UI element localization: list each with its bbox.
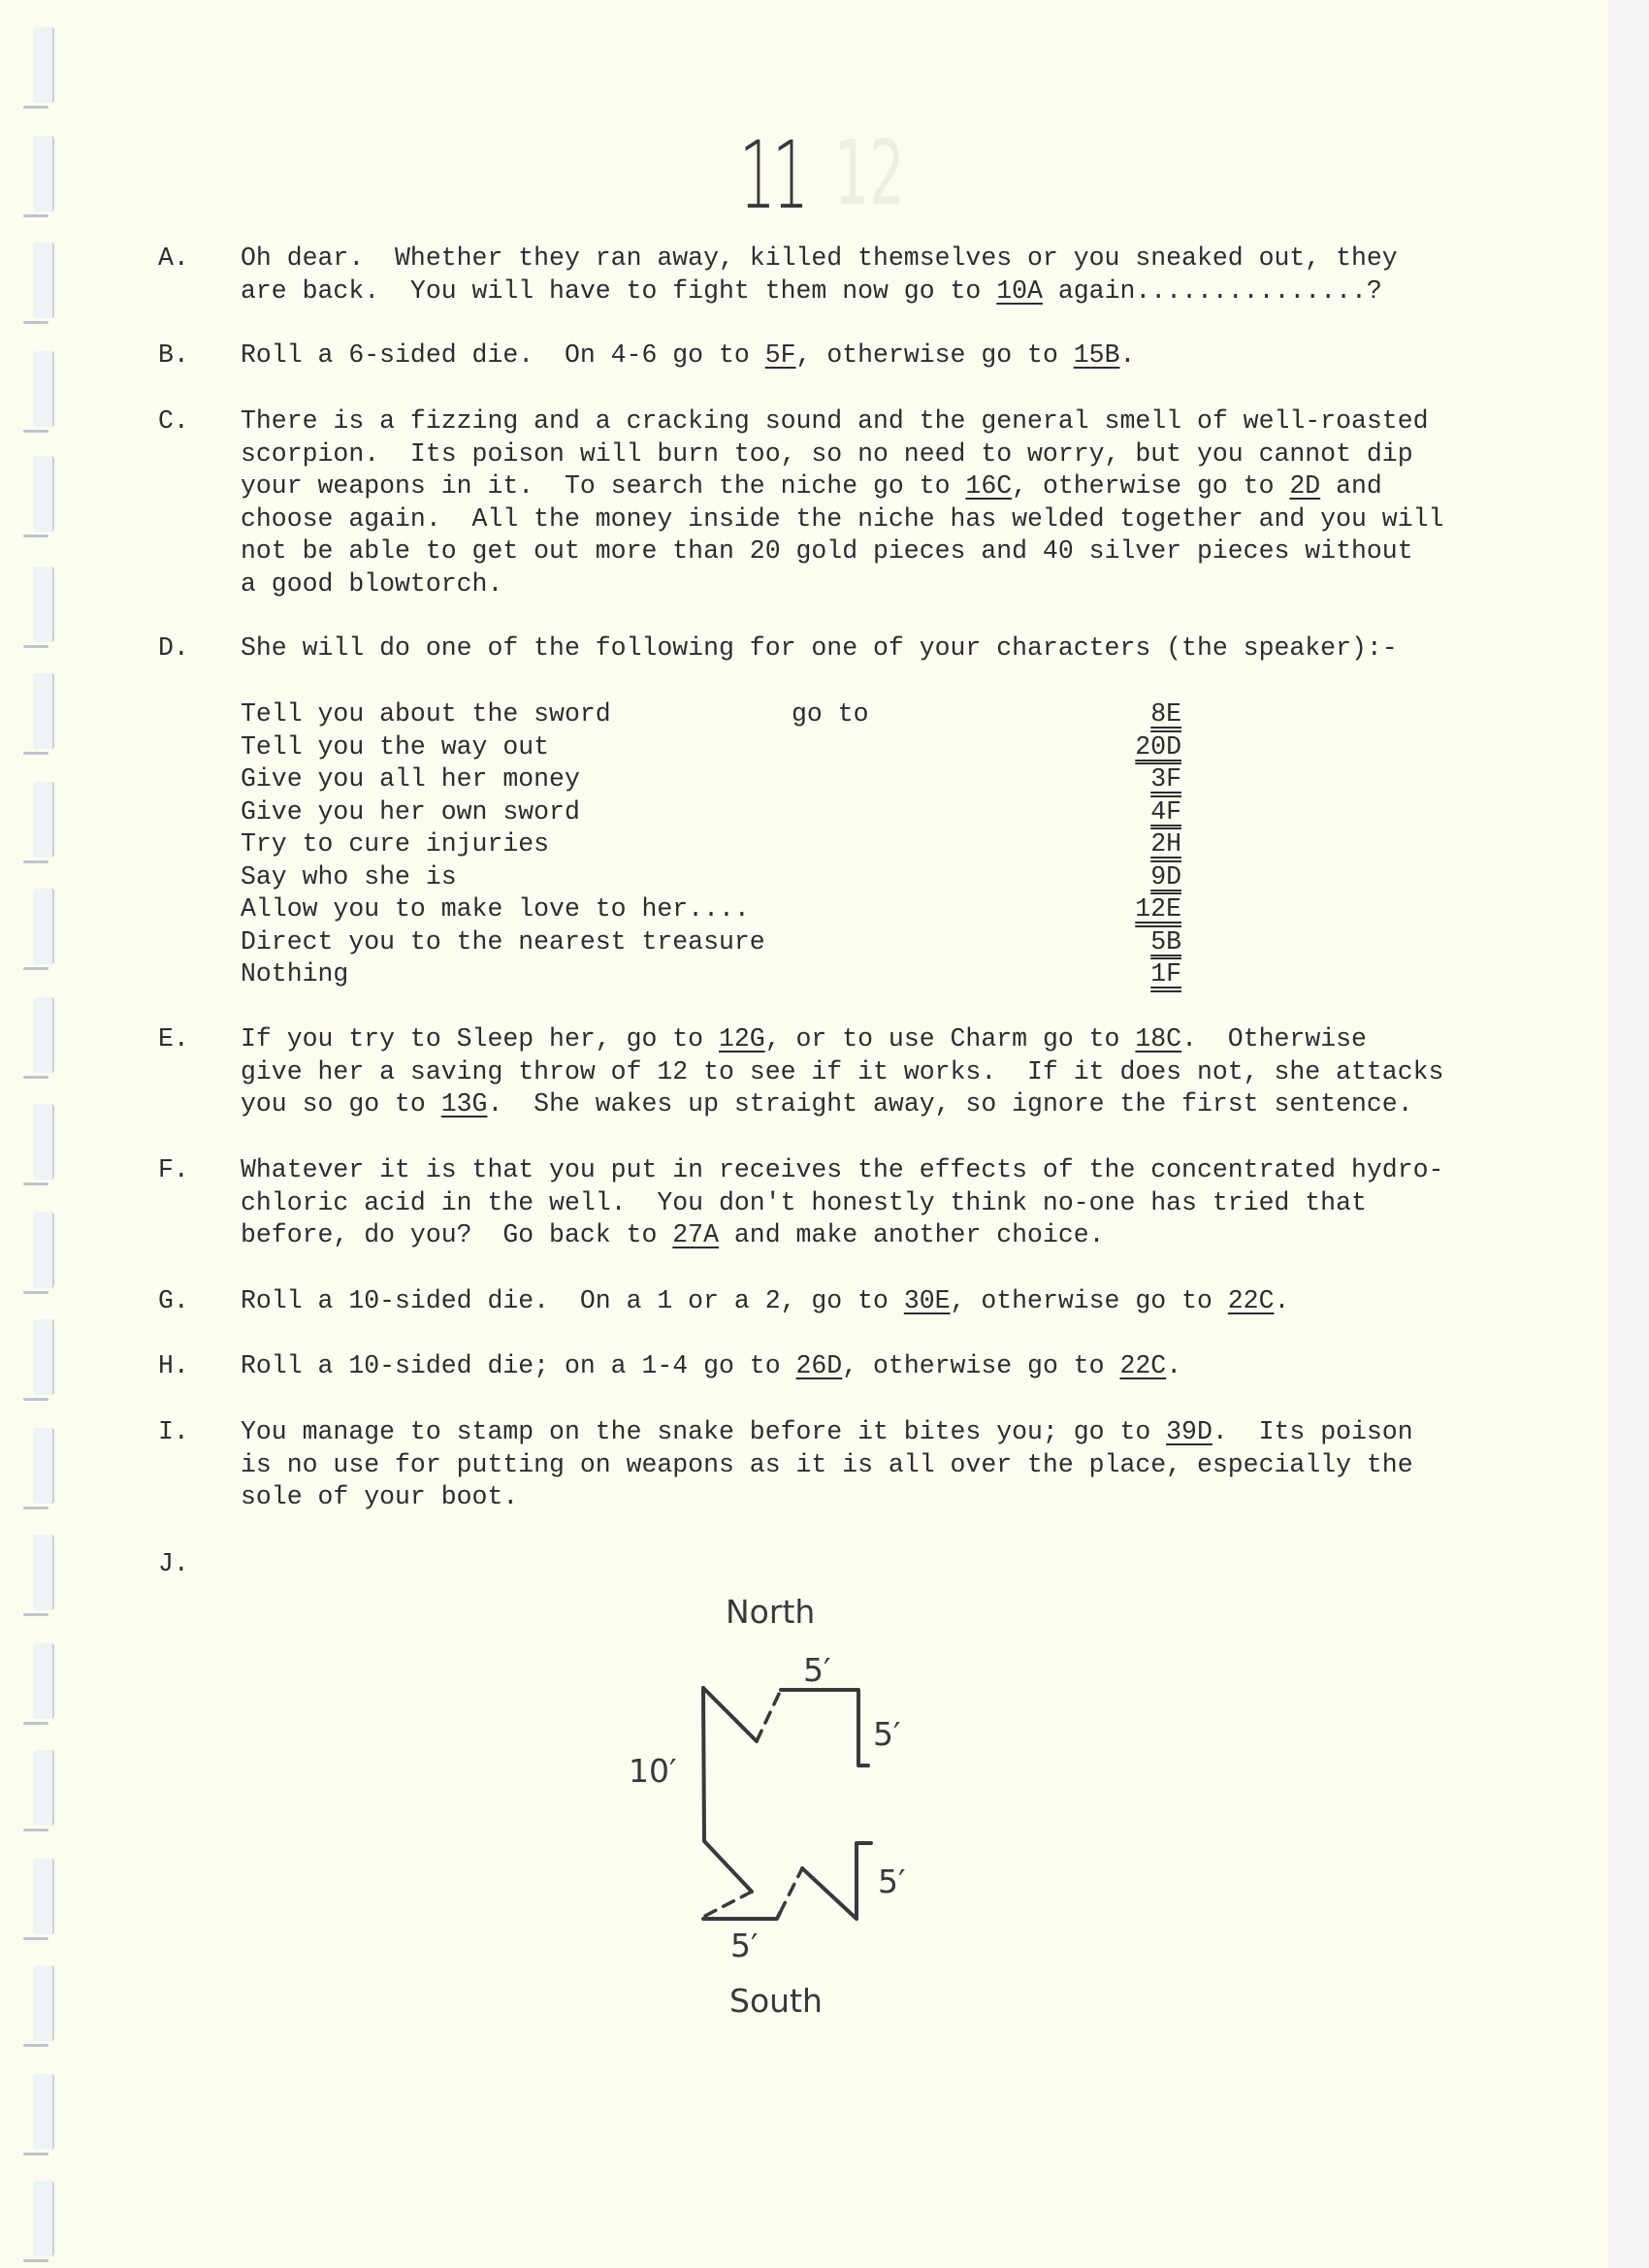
entry-text-segment: , otherwise go to [842, 1351, 1120, 1380]
section-reference: 27A [672, 1220, 719, 1249]
option-row [241, 763, 1181, 796]
entry-g [158, 1285, 1536, 1318]
entry-letter: E. [158, 1024, 189, 1053]
option-reference: 3F [1150, 764, 1181, 794]
room-diagram [582, 1571, 970, 2037]
wall-north-left [703, 1688, 757, 1741]
entry-text [241, 1416, 1536, 1514]
option-row [241, 828, 1181, 861]
page-number: 11 [739, 121, 806, 230]
binding-holes [0, 0, 68, 2268]
option-row [241, 698, 1181, 731]
entry-a [158, 243, 1536, 308]
option-row [241, 893, 1181, 926]
entry-text-segment: , or to use Charm go to [764, 1024, 1136, 1053]
entry-letter: B. [158, 340, 189, 370]
section-reference: 18C [1135, 1024, 1182, 1053]
option-row [241, 796, 1181, 829]
entry-text [241, 1350, 1536, 1383]
entry-text-segment: and choose again. All the money inside the niche has welded together and you will not be able to get out more than 20 gold pieces and 40 silver pieces without a good blowtorch. [241, 471, 1444, 599]
option-row [241, 861, 1181, 894]
entry-text-segment: . [1166, 1351, 1182, 1380]
option-row [241, 958, 1181, 991]
option-reference: 1F [1150, 959, 1181, 988]
bottom-width-label: 5′ [730, 1927, 759, 1964]
entry-d [158, 632, 1536, 665]
entry-h [158, 1350, 1536, 1383]
entry-letter: C. [158, 406, 189, 436]
entry-text [241, 243, 1536, 308]
binding-hole [33, 1213, 54, 1288]
top-width-label: 5′ [803, 1651, 831, 1689]
south-label: South [729, 1982, 823, 2020]
entry-letter: G. [158, 1286, 189, 1315]
option-reference: 8E [1150, 699, 1181, 729]
option-label: Nothing [241, 959, 349, 988]
section-reference: 22C [1227, 1286, 1275, 1315]
entry-letter: H. [158, 1351, 189, 1380]
option-label: Say who she is [241, 861, 457, 891]
left-height-label: 10′ [629, 1752, 677, 1790]
binding-hole [33, 243, 54, 318]
wall-west [703, 1688, 752, 1892]
section-reference: 22C [1119, 1351, 1167, 1380]
option-reference: 20D [1135, 731, 1181, 761]
section-reference: 2D [1289, 471, 1321, 501]
binding-hole [33, 456, 54, 532]
entry-letter: J. [158, 1549, 189, 1578]
binding-hole [33, 2181, 54, 2256]
wall-south-east [802, 1843, 871, 1919]
goto-label: go to [792, 699, 869, 729]
option-row [241, 926, 1181, 959]
option-label: Tell you the way out [241, 731, 550, 761]
entry-text-segment: Whatever it is that you put in receives the effects of the concentrated hydro- chloric acid in the well. You don't honestly think no-one has tried that before, do you? Go back to [241, 1155, 1444, 1249]
entry-text-segment: , otherwise go to [950, 1286, 1228, 1315]
entry-letter: F. [158, 1155, 189, 1184]
entry-f [158, 1154, 1536, 1252]
entry-text [241, 405, 1536, 600]
section-reference: 26D [795, 1351, 843, 1380]
entry-b [158, 340, 1536, 373]
section-reference: 5F [764, 340, 796, 370]
binding-hole [33, 2074, 54, 2150]
binding-hole [33, 673, 54, 749]
wall-south [703, 1913, 780, 1919]
entry-letter: A. [158, 243, 189, 273]
option-label: Direct you to the nearest treasure [241, 926, 765, 956]
entry-text-segment: She will do one of the following for one of your characters (the speaker):- [241, 633, 1398, 663]
section-reference: 15B [1073, 340, 1120, 370]
binding-hole [33, 1319, 54, 1395]
entry-letter: D. [158, 633, 189, 663]
entry-text-segment: Roll a 6-sided die. On 4-6 go to [241, 340, 765, 370]
wall-north-top [781, 1690, 868, 1766]
options-table [241, 698, 1181, 991]
binding-hole [33, 351, 54, 427]
bleed-through-page-number: 12 [834, 121, 905, 225]
right-lower-label: 5′ [878, 1863, 906, 1900]
entry-text-segment: . She wakes up straight away, so ignore the first sentence. [487, 1089, 1413, 1118]
binding-hole [33, 1104, 54, 1180]
option-row [241, 731, 1181, 764]
entry-e [158, 1023, 1536, 1121]
entry-text [241, 632, 1536, 665]
binding-hole [33, 567, 54, 642]
entry-text [241, 1023, 1536, 1121]
entry-text-segment: You manage to stamp on the snake before it bites you; go to [241, 1417, 1167, 1446]
option-label: Tell you about the sword [241, 699, 611, 729]
option-label: Give you her own sword [241, 796, 580, 826]
entry-text-segment: . [1119, 340, 1136, 370]
door-south-west [703, 1892, 752, 1917]
north-label: North [726, 1593, 816, 1631]
entry-text-segment: and make another choice. [719, 1220, 1105, 1249]
binding-hole [33, 1965, 54, 2041]
binding-hole [33, 1859, 54, 1934]
entry-i [158, 1416, 1536, 1514]
binding-hole [33, 1750, 54, 1826]
binding-hole [33, 1643, 54, 1719]
entry-text-segment: There is a fizzing and a cracking sound and the general smell of well-roasted scorpion. Its poison will burn too, so no need to worry, but you cannot dip your weapons in it. To search the niche go to [241, 406, 1429, 501]
door-south [780, 1868, 802, 1913]
entry-text-segment: , otherwise go to [1012, 471, 1290, 501]
entry-text-segment: , otherwise go to [795, 340, 1074, 370]
entry-text-segment: Roll a 10-sided die. On a 1 or a 2, go to [241, 1286, 904, 1315]
entry-text [241, 1154, 1536, 1252]
entry-c [158, 405, 1536, 600]
section-reference: 30E [903, 1286, 951, 1315]
entry-text-segment: If you try to Sleep her, go to [241, 1024, 719, 1053]
option-label: Try to cure injuries [241, 829, 550, 859]
entry-text [241, 340, 1536, 373]
binding-hole [33, 889, 54, 964]
door-north [757, 1690, 781, 1741]
option-label: Allow you to make love to her.... [241, 894, 750, 923]
entry-text-segment: again...............? [1042, 275, 1382, 306]
section-reference: 12G [718, 1024, 765, 1053]
section-reference: 10A [996, 275, 1043, 306]
entry-text [241, 1285, 1536, 1318]
option-label: Give you all her money [241, 764, 580, 794]
page-edge [1608, 0, 1649, 2268]
option-reference: 9D [1150, 861, 1181, 891]
binding-hole [33, 1535, 54, 1610]
entry-text-segment: Roll a 10-sided die; on a 1-4 go to [241, 1351, 796, 1380]
entry-text-segment: . Otherwise give her a saving throw of 12 to see if it works. If it does not, she attacks you so go to [241, 1024, 1444, 1118]
binding-hole [33, 997, 54, 1073]
binding-hole [33, 136, 54, 211]
entry-letter: I. [158, 1417, 189, 1446]
room-outline [582, 1571, 970, 2037]
section-reference: 13G [440, 1089, 488, 1118]
binding-hole [33, 782, 54, 858]
entry-text-segment: . Its poison is no use for putting on weapons as it is all over the place, especially the sole of your boot. [241, 1417, 1413, 1511]
binding-hole [33, 27, 54, 103]
binding-hole [33, 1428, 54, 1504]
right-upper-label: 5′ [873, 1715, 901, 1753]
option-reference: 2H [1150, 829, 1181, 859]
option-reference: 4F [1150, 796, 1181, 826]
entry-text-segment: Oh dear. Whether they ran away, killed themselves or you sneaked out, they are back. You will have to fight them now go to [241, 243, 1398, 306]
section-reference: 39D [1166, 1417, 1212, 1446]
section-reference: 16C [965, 471, 1013, 501]
option-reference: 5B [1150, 926, 1181, 956]
entry-text-segment: . [1274, 1286, 1290, 1315]
option-reference: 12E [1135, 894, 1181, 923]
